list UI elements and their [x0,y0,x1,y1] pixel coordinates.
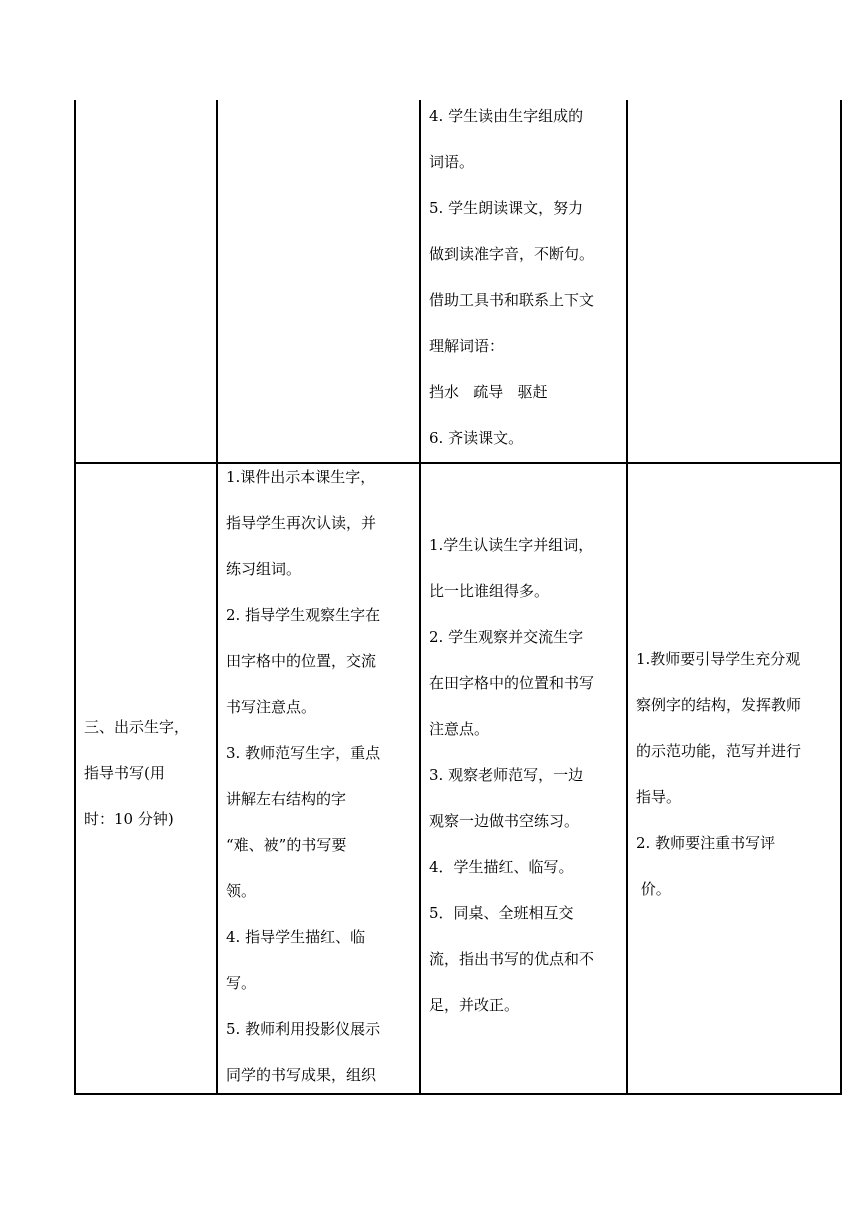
text-line: 2. 教师要注重书写评 [636,834,776,852]
text-line: 观察一边做书空练习。 [429,812,580,830]
text-line: 练习组词。 [226,560,302,578]
text-line: 4. 学生读由生字组成的 [429,107,584,125]
text-line: 1.学生认读生字并组词， [429,536,594,554]
table-border-left [74,100,76,1095]
table-border-right [840,100,842,1095]
row-divider [74,462,842,464]
text-line: 3. 教师范写生字，重点 [226,744,381,762]
text-line: 指导。 [636,788,682,806]
text-line: 指导学生再次认读，并 [226,514,377,532]
column-divider-1 [216,100,218,1095]
text-line: 4. 指导学生描红、临 [226,928,366,946]
text-line: 写。 [226,974,257,992]
lesson-plan-table [74,100,842,1095]
text-line: 5. 教师利用投影仪展示 [226,1020,381,1038]
text-line: 借助工具书和联系上下文 [429,291,595,309]
text-line: 察例字的结构，发挥教师 [636,696,802,714]
text-line: 理解词语： [429,337,505,355]
text-line: 比一比谁组得多。 [429,582,550,600]
text-line: 在田字格中的位置和书写 [429,674,595,692]
text-line: 5. 学生朗读课文，努力 [429,199,584,217]
text-line: 讲解左右结构的字 [226,790,347,808]
text-line: 词语。 [429,153,475,171]
text-line: 5．同桌、全班相互交 [429,904,574,922]
text-line: 1.教师要引导学生充分观 [636,650,801,668]
cell-student-activity-reading [429,93,629,461]
text-line: 6. 齐读课文。 [429,429,524,447]
text-line: 领。 [226,882,257,900]
text-line: 注意点。 [429,720,490,738]
text-line: 的示范功能，范写并进行 [636,742,802,760]
text-line: 2. 学生观察并交流生字 [429,628,584,646]
text-line: “难、被”的书写要 [226,836,347,854]
text-line: 书写注意点。 [226,698,317,716]
text-line: 1.课件出示本课生字， [226,468,376,486]
text-line: 挡水 疏导 驱赶 [429,383,548,401]
text-line: 三、出示生字， [84,718,190,736]
table-border-bottom [74,1093,842,1095]
text-line: 同学的书写成果，组织 [226,1066,377,1084]
text-line: 做到读准字音，不断句。 [429,245,595,263]
text-line: 价。 [636,880,671,898]
cell-design-intent [636,636,841,912]
text-line: 田字格中的位置，交流 [226,652,377,670]
text-line: 流，指出书写的优点和不 [429,950,595,968]
cell-teacher-activity [226,454,421,1098]
cell-step-title [84,704,214,842]
text-line: 指导书写(用 [84,764,165,782]
text-line: 时：10 分钟) [84,810,174,828]
text-line: 3. 观察老师范写，一边 [429,766,584,784]
text-line: 4．学生描红、临写。 [429,858,574,876]
cell-student-activity-writing [429,522,629,1028]
text-line: 2. 指导学生观察生字在 [226,606,381,624]
text-line: 足，并改正。 [429,996,520,1014]
